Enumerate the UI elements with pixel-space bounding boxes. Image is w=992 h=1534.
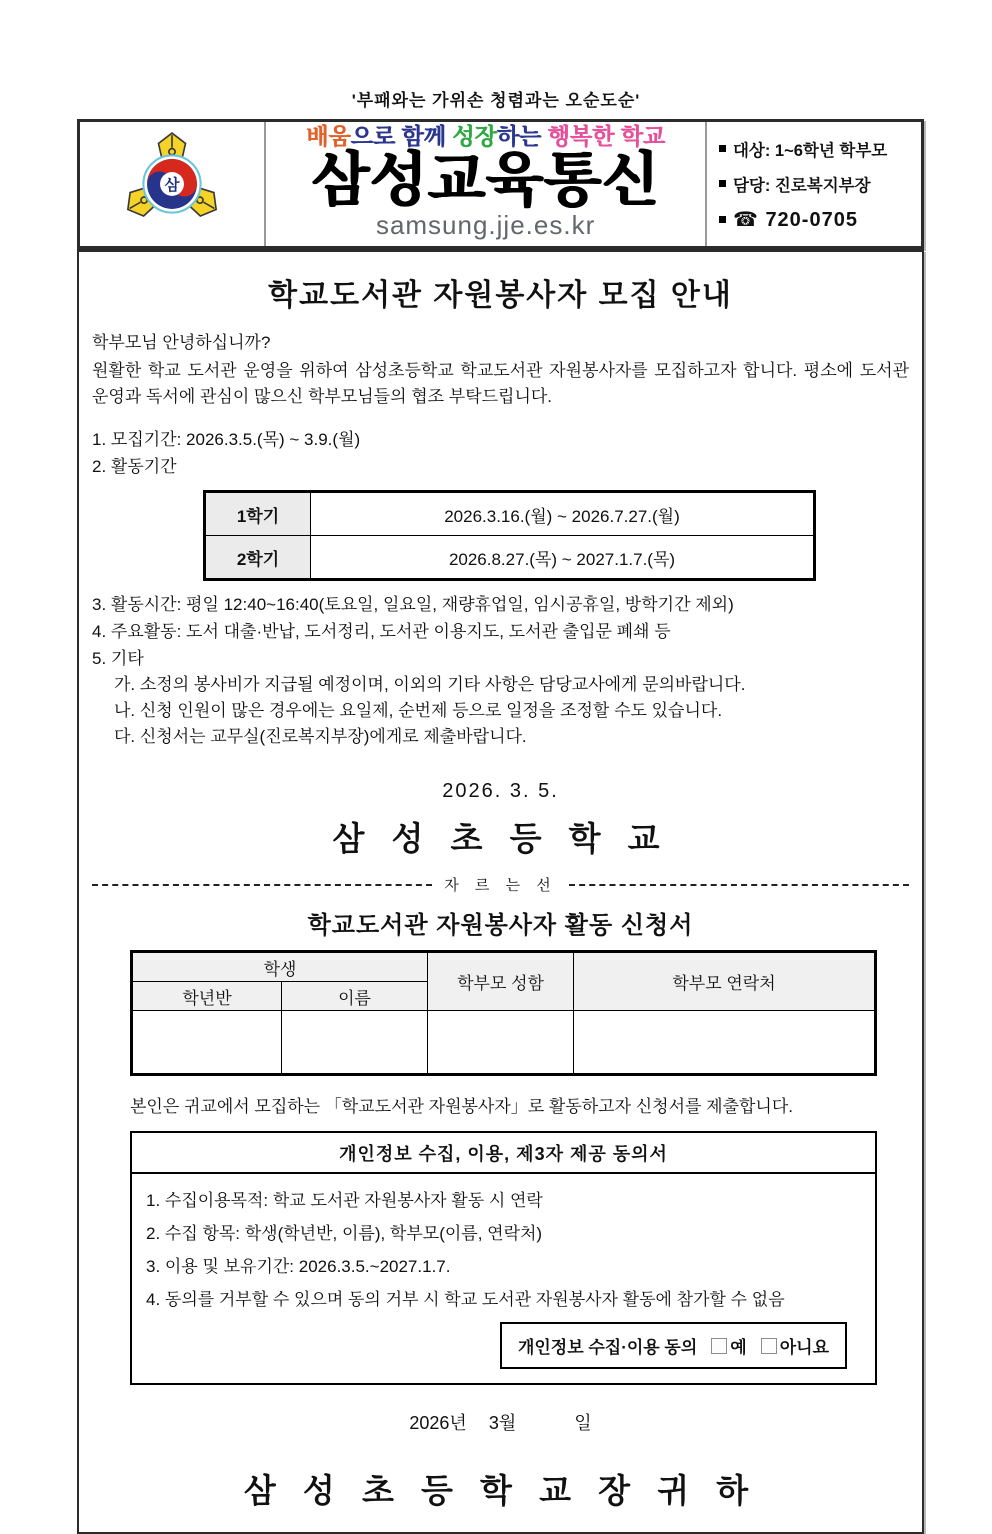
intro-paragraph: 원활한 학교 도서관 운영을 위하여 삼성초등학교 학교도서관 자원봉사자를 모집하고자 합니다. 평소에 도서관 운영과 독서에 관심이 많으신 학부모님들의 협조 부탁드립니다.	[92, 361, 909, 406]
school-logo	[80, 122, 266, 246]
logo-char: 삼	[164, 177, 180, 195]
consent-label: 개인정보 수집·이용 동의	[517, 1338, 698, 1357]
student-group-header: 학생	[132, 952, 428, 982]
newsletter-sheet	[77, 119, 924, 1534]
parent-contact-header: 학부모 연락처	[574, 952, 876, 1011]
table-row	[132, 1011, 876, 1075]
parent-contact-field	[574, 1011, 876, 1075]
dashed-line	[569, 884, 909, 886]
privacy-item-collected: 2. 수집 항목: 학생(학년반, 이름), 학부모(이름, 연락처)	[146, 1224, 543, 1243]
masthead-header	[77, 119, 924, 249]
checkbox-yes-icon	[711, 1338, 727, 1354]
semester-period-table	[203, 490, 816, 581]
masthead-center	[266, 122, 705, 246]
masthead-info	[705, 122, 921, 246]
item-etc: 5. 기타	[92, 649, 144, 668]
school-emblem-icon	[120, 132, 224, 236]
privacy-item-refusal: 4. 동의를 거부할 수 있으며 동의 거부 시 학교 도서관 자원봉사자 활동에 참가할 수 없음	[146, 1290, 785, 1309]
notice-body	[77, 249, 924, 1534]
consent-no-label: 아니요	[779, 1338, 829, 1357]
date-month: 3월	[488, 1413, 517, 1433]
cut-line	[92, 874, 909, 895]
consent-row	[132, 1318, 875, 1383]
sub-item-da: 다. 신청서는 교무실(진로복지부장)에게로 제출바랍니다.	[114, 727, 527, 746]
sub-item-ga: 가. 소정의 봉사비가 지급될 예정이며, 이외의 기타 사항은 담당교사에게 문의바랍니다.	[114, 675, 746, 694]
date-year: 2026년	[409, 1413, 467, 1433]
grade-class-field	[132, 1011, 282, 1075]
parent-name-field	[428, 1011, 574, 1075]
slogan-segment: 행복한 학교	[547, 123, 666, 149]
info-target	[719, 137, 921, 161]
checkbox-no-icon	[761, 1338, 777, 1354]
table-row	[205, 492, 815, 536]
privacy-item-list	[132, 1174, 875, 1318]
item-activity-period: 2. 활동기간	[92, 457, 177, 476]
consent-option-no	[761, 1333, 829, 1358]
greeting-line: 학부모님 안녕하십니까?	[92, 333, 271, 352]
info-manager-text: 담당: 진로복지부장	[732, 176, 871, 195]
slogan-segment: 으로 함께	[350, 123, 453, 149]
consent-option-yes	[711, 1333, 746, 1358]
consent-choice-box	[500, 1322, 847, 1369]
grade-class-header: 학년반	[132, 982, 282, 1011]
notice-title: 학교도서관 자원봉사자 모집 안내	[268, 279, 733, 312]
notice-item-list	[92, 426, 909, 750]
square-bullet-icon	[719, 145, 726, 152]
info-target-text: 대상: 1~6학년 학부모	[732, 141, 888, 160]
square-bullet-icon	[719, 180, 726, 187]
school-vision-slogan	[306, 124, 665, 149]
table-row	[205, 536, 815, 580]
student-name-field	[282, 1011, 428, 1075]
consent-yes-label: 예	[730, 1338, 747, 1357]
item-activity-time: 3. 활동시간: 평일 12:40~16:40(토요일, 일요일, 재량휴업일, 임시공휴일, 방학기간 제외)	[92, 595, 734, 614]
semester-1-label: 1학기	[205, 492, 311, 536]
date-day: 일	[574, 1413, 592, 1433]
item-main-activities: 4. 주요활동: 도서 대출·반납, 도서정리, 도서관 이용지도, 도서관 출입문 폐쇄 등	[92, 622, 671, 641]
semester-2-label: 2학기	[205, 536, 311, 580]
newsletter-title: 삼성교육통신	[311, 147, 660, 213]
slogan-segment: 성장	[452, 123, 497, 149]
student-name-header: 이름	[282, 982, 428, 1011]
application-table	[130, 950, 877, 1076]
square-bullet-icon	[719, 216, 726, 223]
slogan-segment: 하는	[496, 123, 548, 149]
table-row	[132, 952, 876, 982]
info-phone	[719, 207, 921, 232]
item-recruit-period: 1. 모집기간: 2026.3.5.(목) ~ 3.9.(월)	[92, 430, 361, 449]
semester-1-period: 2026.3.16.(월) ~ 2026.7.27.(월)	[311, 492, 815, 536]
privacy-item-purpose: 1. 수집이용목적: 학교 도서관 자원봉사자 활동 시 연락	[146, 1191, 543, 1210]
addressee-line: 삼 성 초 등 학 교 장 귀 하	[243, 1472, 758, 1509]
semester-2-period: 2026.8.27.(목) ~ 2027.1.7.(목)	[311, 536, 815, 580]
notice-date: 2026. 3. 5.	[442, 780, 559, 802]
application-title: 학교도서관 자원봉사자 활동 신청서	[307, 912, 694, 939]
school-website-url: samsung.jje.es.kr	[375, 210, 596, 240]
privacy-consent-box	[130, 1131, 877, 1385]
parent-name-header: 학부모 성함	[428, 952, 574, 1011]
sub-item-na: 나. 신청 인원이 많은 경우에는 요일제, 순번제 등으로 일정을 조정할 수도 있습니다.	[114, 701, 723, 720]
dashed-line	[92, 884, 432, 886]
cut-line-label: 자 르 는 선	[444, 877, 557, 894]
info-manager	[719, 172, 921, 196]
school-signature: 삼 성 초 등 학 교	[332, 820, 669, 857]
info-phone-text: ☎ 720-0705	[732, 208, 858, 231]
slogan-segment: 배움	[306, 123, 351, 149]
integrity-slogan: '부패와는 가위손 청렴과는 오순도순'	[351, 91, 641, 110]
application-statement: 본인은 귀교에서 모집하는 「학교도서관 자원봉사자」로 활동하고자 신청서를 제출합니다.	[130, 1097, 793, 1116]
privacy-title: 개인정보 수집, 이용, 제3자 제공 동의서	[132, 1133, 875, 1174]
privacy-item-retention: 3. 이용 및 보유기간: 2026.3.5.~2027.1.7.	[146, 1257, 451, 1276]
application-date-line	[92, 1409, 909, 1435]
